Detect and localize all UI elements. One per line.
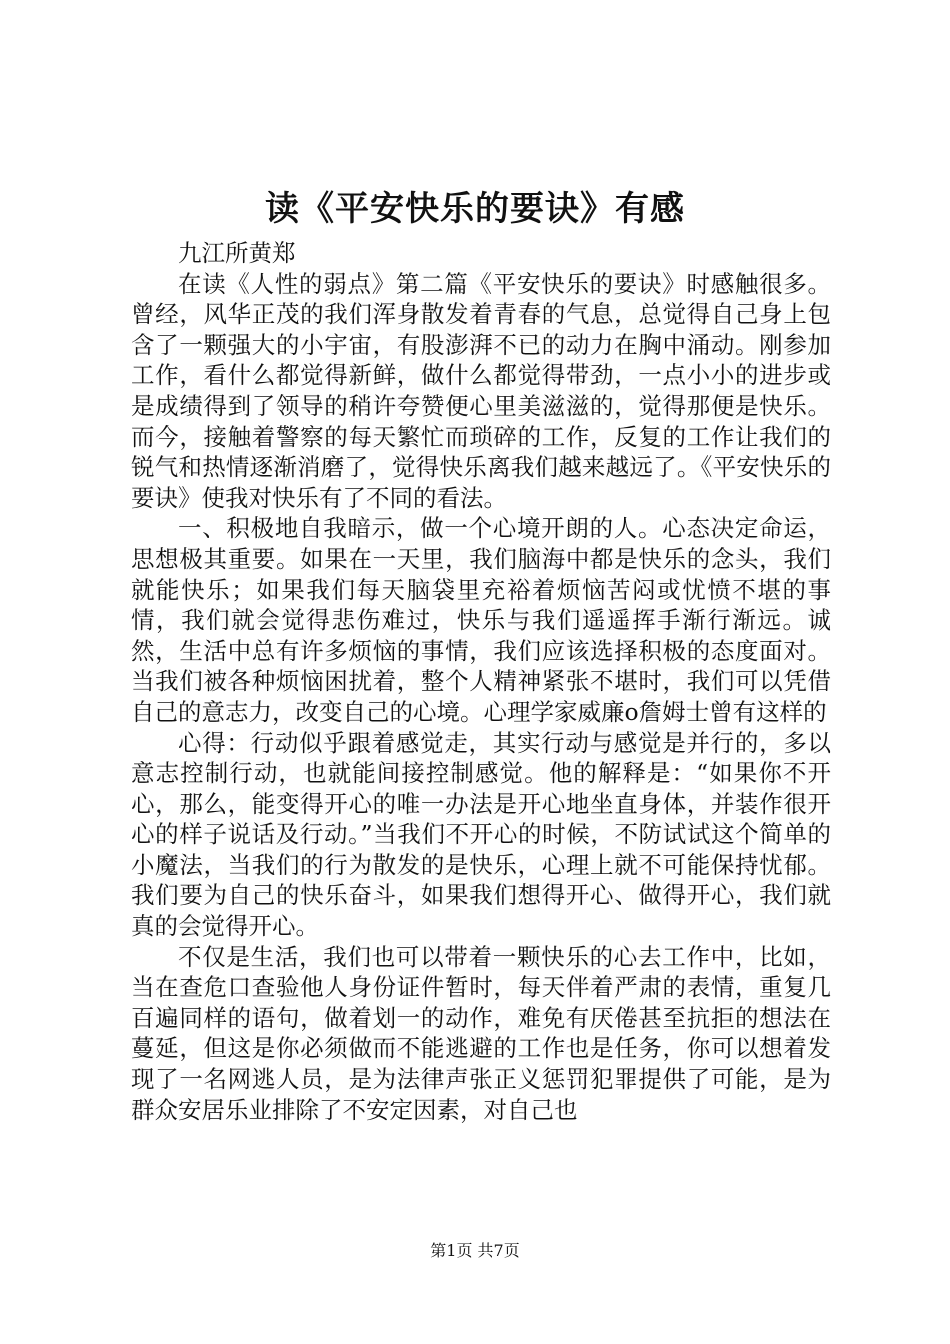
page-footer — [0, 1240, 950, 1262]
paragraph-3: 心得：行动似乎跟着感觉走，其实行动与感觉是并行的，多以意志控制行动，也就能间接控制感觉。他的解释是：“如果你不开心，那么，能变得开心的唯一办法是开心地坐直身体，并装作很开心的样子说话及行动。”当我们不开心的时候，不防试试这个简单的小魔法，当我们的行为散发的是快乐，心理上就不可能保持忧郁。我们要为自己的快乐奋斗，如果我们想得开心、做得开心，我们就真的会觉得开心。 — [131, 728, 831, 941]
paragraph-4: 不仅是生活，我们也可以带着一颗快乐的心去工作中，比如，当在查危口查验他人身份证件暂时，每天伴着严肃的表情，重复几百遍同样的语句，做着划一的动作，难免有厌倦甚至抗拒的想法在蔓延，但这是你必须做而不能逃避的工作也是任务，你可以想着发现了一名网逃人员，是为法律声张正义惩罚犯罪提供了可能，是为群众安居乐业排除了不安定因素，对自己也 — [131, 942, 831, 1124]
paragraph-1: 在读《人性的弱点》第二篇《平安快乐的要诀》时感触很多。曾经，风华正茂的我们浑身散发着青春的气息，总觉得自己身上包含了一颗强大的小宇宙，有股澎湃不已的动力在胸中涌动。刚参加工作，看什么都觉得新鲜，做什么都觉得带劲，一点小小的进步或是成绩得到了领导的稍许夸赞便心里美滋滋的，觉得那便是快乐。而今，接触着警察的每天繁忙而琐碎的工作，反复的工作让我们的锐气和热情逐渐消磨了，觉得快乐离我们越来越远了。《平安快乐的要诀》使我对快乐有了不同的看法。 — [131, 269, 831, 512]
paragraph-2: 一、积极地自我暗示，做一个心境开朗的人。心态决定命运，思想极其重要。如果在一天里，我们脑海中都是快乐的念头，我们就能快乐；如果我们每天脑袋里充裕着烦恼苦闷或忧愤不堪的事情，我们就会觉得悲伤难过，快乐与我们遥遥挥手渐行渐远。诚然，生活中总有许多烦恼的事情，我们应该选择积极的态度面对。当我们被各种烦恼困扰着，整个人精神紧张不堪时，我们可以凭借自己的意志力，改变自己的心境。心理学家威廉o詹姆士曾有这样的 — [131, 514, 831, 726]
page-number-indicator: 第1页 共7页 — [430, 1241, 520, 1260]
document-title: 读《平安快乐的要诀》有感 — [265, 189, 685, 229]
document-body — [131, 238, 831, 1125]
author-line: 九江所黄郑 — [178, 239, 296, 267]
